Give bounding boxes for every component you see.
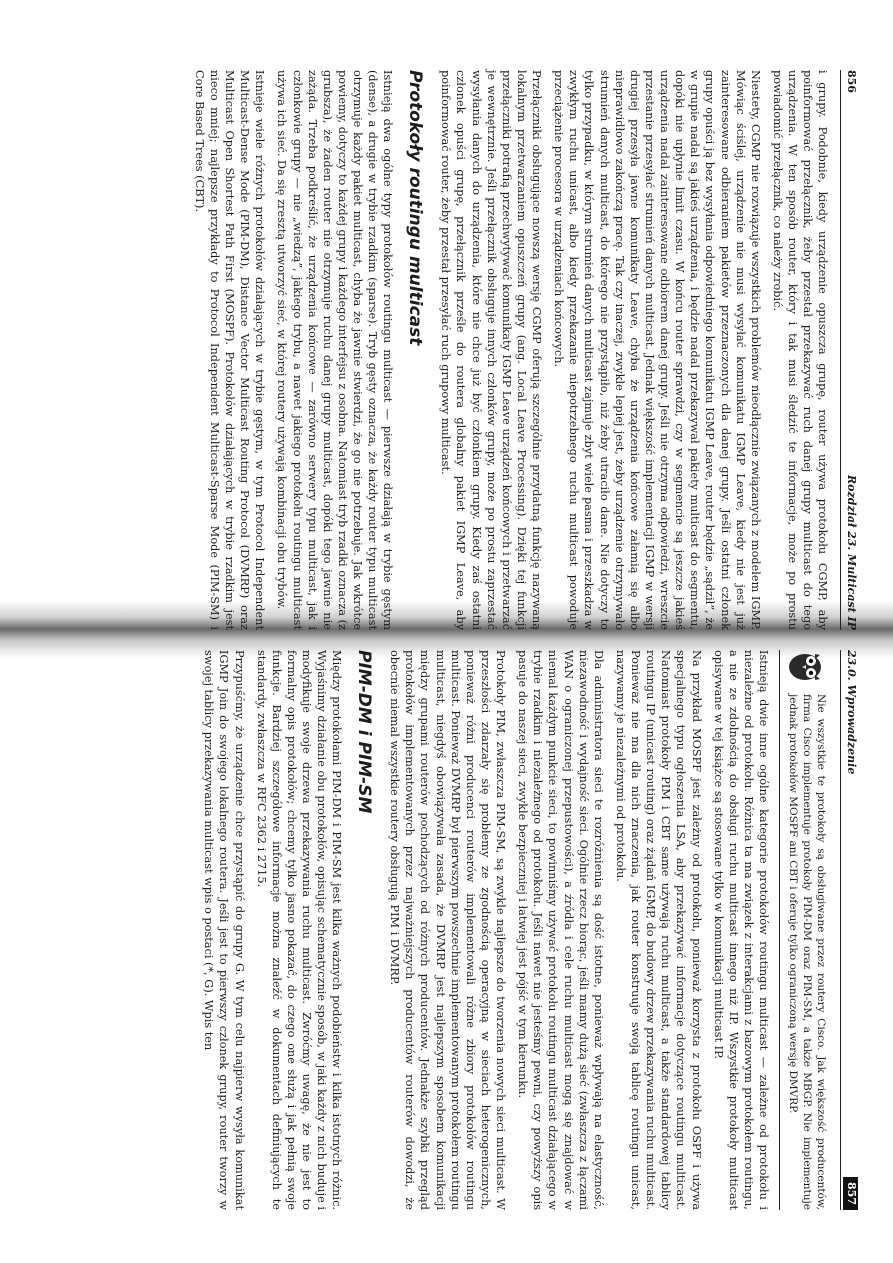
paragraph: Przypuśćmy, że urządzenie chce przystąpić do grupy G. W tym celu najpierw wysyła komunikat IGMP Join do swojego lokalnego routera. Jeśli jest to pierwszy członek grupy, router tworzy w swojej tablicy przekazywania multicast wpis o postaci (*, G). Wpis ten — [202, 650, 246, 1210]
paragraph: Istnieje wiele różnych protokołów działających w trybie gęstym, w tym Protocol Independent Multicast-Dense Mode (PIM-DM), Distance Vector Multicast Routing Protocol (DVMRP) oraz Multicast Open Shortest Path First (MOSPF). Protokołów działających w trybie rzadkim jest nieco mniej; najlepsze przykłady to Protocol Independent Multicast-Sparse Mode (PIM-SM) i Core Based Trees (CBT). — [192, 70, 267, 630]
top-page — [118, 70, 858, 630]
page-number: 856 — [845, 70, 858, 93]
section-heading: PIM-DM i PIM-SM — [354, 650, 375, 814]
paragraph: Istnieją dwie inne ogólne kategorie protokołów routingu multicast — zależne od protokołu i niezależne od protokołu. Różnica ta ma związek z interakcjami z bazowym protokołem routingu, a nie ze zdolnością do obsługi ruchu multicast innego niż IP. Wszystkie protokoły multicast opisywane w tej książce są stosowane tylko w komunikacji multicast IP. — [711, 650, 771, 1210]
chapter-title: Rozdział 23. Multicast IP — [845, 475, 858, 630]
note-text: Nie wszystkie te protokoły są obsługiwane przez routery Cisco. Jak większość producentów, firma Cisco implementuje protokoły PIM-DM oraz PIM-SM, a także MBGP. Nie implementuje jednak protokołów MOSPF ani CBT i oferuje tylko ograniczoną wersję DMVRP. — [787, 694, 828, 1210]
owl-icon — [788, 650, 828, 684]
paragraph: Przełączniki obsługujące nowszą wersję CGMP oferują szczególnie przydatną funkcję nazywaną lokalnym przetwarzaniem opuszczeń grupy (ang. Local Leave Processing). Dzięki tej funkcji przełączniki potrafią przechwytywać komunikaty IGMP Leave urządzeń końcowych i przetwarzać je wewnętrznie. Jeśli przełącznik obsługuje innych członków grupy, może po prostu zaprzestać wysyłania danych do urządzenia, które nie chce już być członkiem grupy. Kiedy zaś ostatni członek opuści grupę, przełącznik prześle do routera globalny pakiet IGMP Leave, aby poinformować router, żeby przestał przesyłać ruch grupowy multicast. — [439, 70, 544, 630]
bottom-page — [118, 650, 858, 1210]
paragraph: Protokoły PIM, zwłaszcza PIM-SM, są zwykle najlepsze do tworzenia nowych sieci multicast. W przeszłości zdarzały się problemy ze zgodnością operacyjną w sieciach heterogenicznych, ponieważ różni producenci routerów implementowali różne zbiory protokołów routingu multicast. Ponieważ DVMRP był pierwszym powszechnie implementowanym protokołem routingu multicast, niegdyś obowiązywała zasada, że DVMRP jest najlepszym sposobem komunikacji między grupami routerów pochodzących od różnych producentów. Jednakże szybki przegląd protokołów implementowanych przez najważniejszych producentów routerów dowodzi, że obecnie niemal wszystkie routery obsługują PIM i DVMRP. — [388, 650, 508, 1210]
paragraph: Dla administratora sieci te rozróżnienia są dość istotne, ponieważ wpływają na elastyczność, niezawodność i wydajność sieci. Ogólnie rzecz biorąc, jeśli mamy dużą sieć (zwłaszcza z łączami WAN o ograniczonej przepustowości), a źródła i cele ruchu multicast mogą się znajdować w niemal każdym punkcie sieci, to powinniśmy używać protokołu routingu multicast działającego w trybie rzadkim i niezależnego od protokołu. Jeśli nawet nie jesteśmy pewni, czy powyższy opis pasuje do naszej sieci, zwykle bezpieczniej i łatwiej jest pójść w tym kierunku. — [516, 650, 605, 1210]
page-number: 857 — [843, 1177, 858, 1210]
section-title: 23.0. Wprowadzenie — [845, 650, 858, 775]
section-heading: Protokoły routingu multicast — [405, 70, 426, 346]
running-head — [840, 650, 858, 1210]
paragraph: Istnieją dwa ogólne typy protokołów routingu multicast — pierwsze działają w trybie gęstym (dense), a drugie w trybie rzadkim (sparse). Tryb gęsty oznacza, że każdy router typu multicast otrzymuje każdy pakiet multicast, chyba że jawnie stwierdzi, że go nie potrzebuje. Jak wkrótce powiemy, dotyczy to każdej grupy i każdego interfejsu z osobna. Natomiast tryb rzadki oznacza (z grubsza), że żaden router nie otrzymuje ruchu danej grupy multicast, dopóki tego jawnie nie zażąda. Trzeba podkreślić, że urządzenia końcowe — zarówno serwery typu multicast, jak i członkowie grupy — nie „wiedzą”, jakiego trybu, a nawet jakiego protokołu routingu multicast używa ich sieć. Da się zresztą utworzyć sieć, w której routery używają kombinacji obu trybów. — [275, 70, 395, 630]
paragraph: Niestety, CGMP nie rozwiązuje wszystkich problemów nieodłącznie związanych z modelem IGMP. Mówiąc ściślej, urządzenie nie musi wysyłać komunikatu IGMP Leave, kiedy nie jest już zainteresowane odbieraniem pakietów przeznaczonych dla danej grupy. Jeśli ostatni członek grupy opuści ją bez wysyłania odpowiedniego komunikatu IGMP Leave, router będzie „sądził”, że w grupie nadal są jakieś urządzenia, i będzie nadal przekazywał pakiety multicast do segmentu, dopóki nie upłynie limit czasu. W końcu router sprawdzi, czy w segmencie są jeszcze jakieś urządzenia nadal zainteresowane odbiorem danej grupy. Jeśli nie otrzyma odpowiedzi, wreszcie przestanie przesyłać strumień danych multicast. Jednak większość implementacji IGMP w wersji drugiej przesyła jawne komunikaty Leave, chyba że urządzenia końcowe załamią się albo nieprawidłowo zakończą pracę. Tak czy inaczej, zwykle lepiej jest, żeby urządzenie otrzymywało strumień danych multicast, do którego nie przystąpiło, niż żeby utraciło dane. Nie dotyczy to tylko przypadku, w którym strumień danych multicast zajmuje zbyt wiele pasma i przeszkadza w zwykłym ruchu unicast, albo kiedy przekazanie niepotrzebnego ruchu multicast powoduje przeciążenie procesora w urządzeniach końcowych. — [552, 70, 762, 630]
note-box — [779, 650, 830, 1210]
paragraph: Między protokołami PIM-DM i PIM-SM jest kilka ważnych podobieństw i kilka istotnych różnic. Wyjaśnimy działanie obu protokołów, opisując schematycznie sposób, w jaki każdy z nich buduje i modyfikuje swoje drzewa przekazywania ruchu multicast. Zwróćmy uwagę, że nie jest to formalny opis protokołów; chcemy tylko jasno pokazać, do czego one służą i jak pełnią swoje funkcje. Bardziej szczegółowe informacje można znaleźć w dokumentach definiujących te standardy, zwłaszcza w RFC 2362 i 2715. — [254, 650, 344, 1210]
paragraph: Na przykład MOSPF jest zależny od protokołu, ponieważ korzysta z protokołu OSPF i używa specjalnego typu ogłoszenia LSA, aby przekazywać informacje dotyczące routingu multicast. Natomiast protokoły PIM i CBT same używają ruchu multicast, a także standardowej tablicy routingu IP (unicast routing) oraz żądań IGMP, do budowy drzew przekazywania ruchu multicast. Ponieważ nie ma dla nich znaczenia, jak router konstruuje swoją tablicę routingu unicast, nazywamy je niezależnymi od protokołu. — [613, 650, 703, 1210]
running-head — [840, 70, 858, 630]
paragraph: i grupy. Podobnie, kiedy urządzenie opuszcza grupę, router używa protokołu CGMP, aby poinformować przełącznik, żeby przestał przekazywać ruch danej grupy multicast do tego urządzenia. W ten sposób router, który i tak musi śledzić te informacje, może po prostu powiadomić przełącznik, co należy zrobić. — [770, 70, 830, 630]
